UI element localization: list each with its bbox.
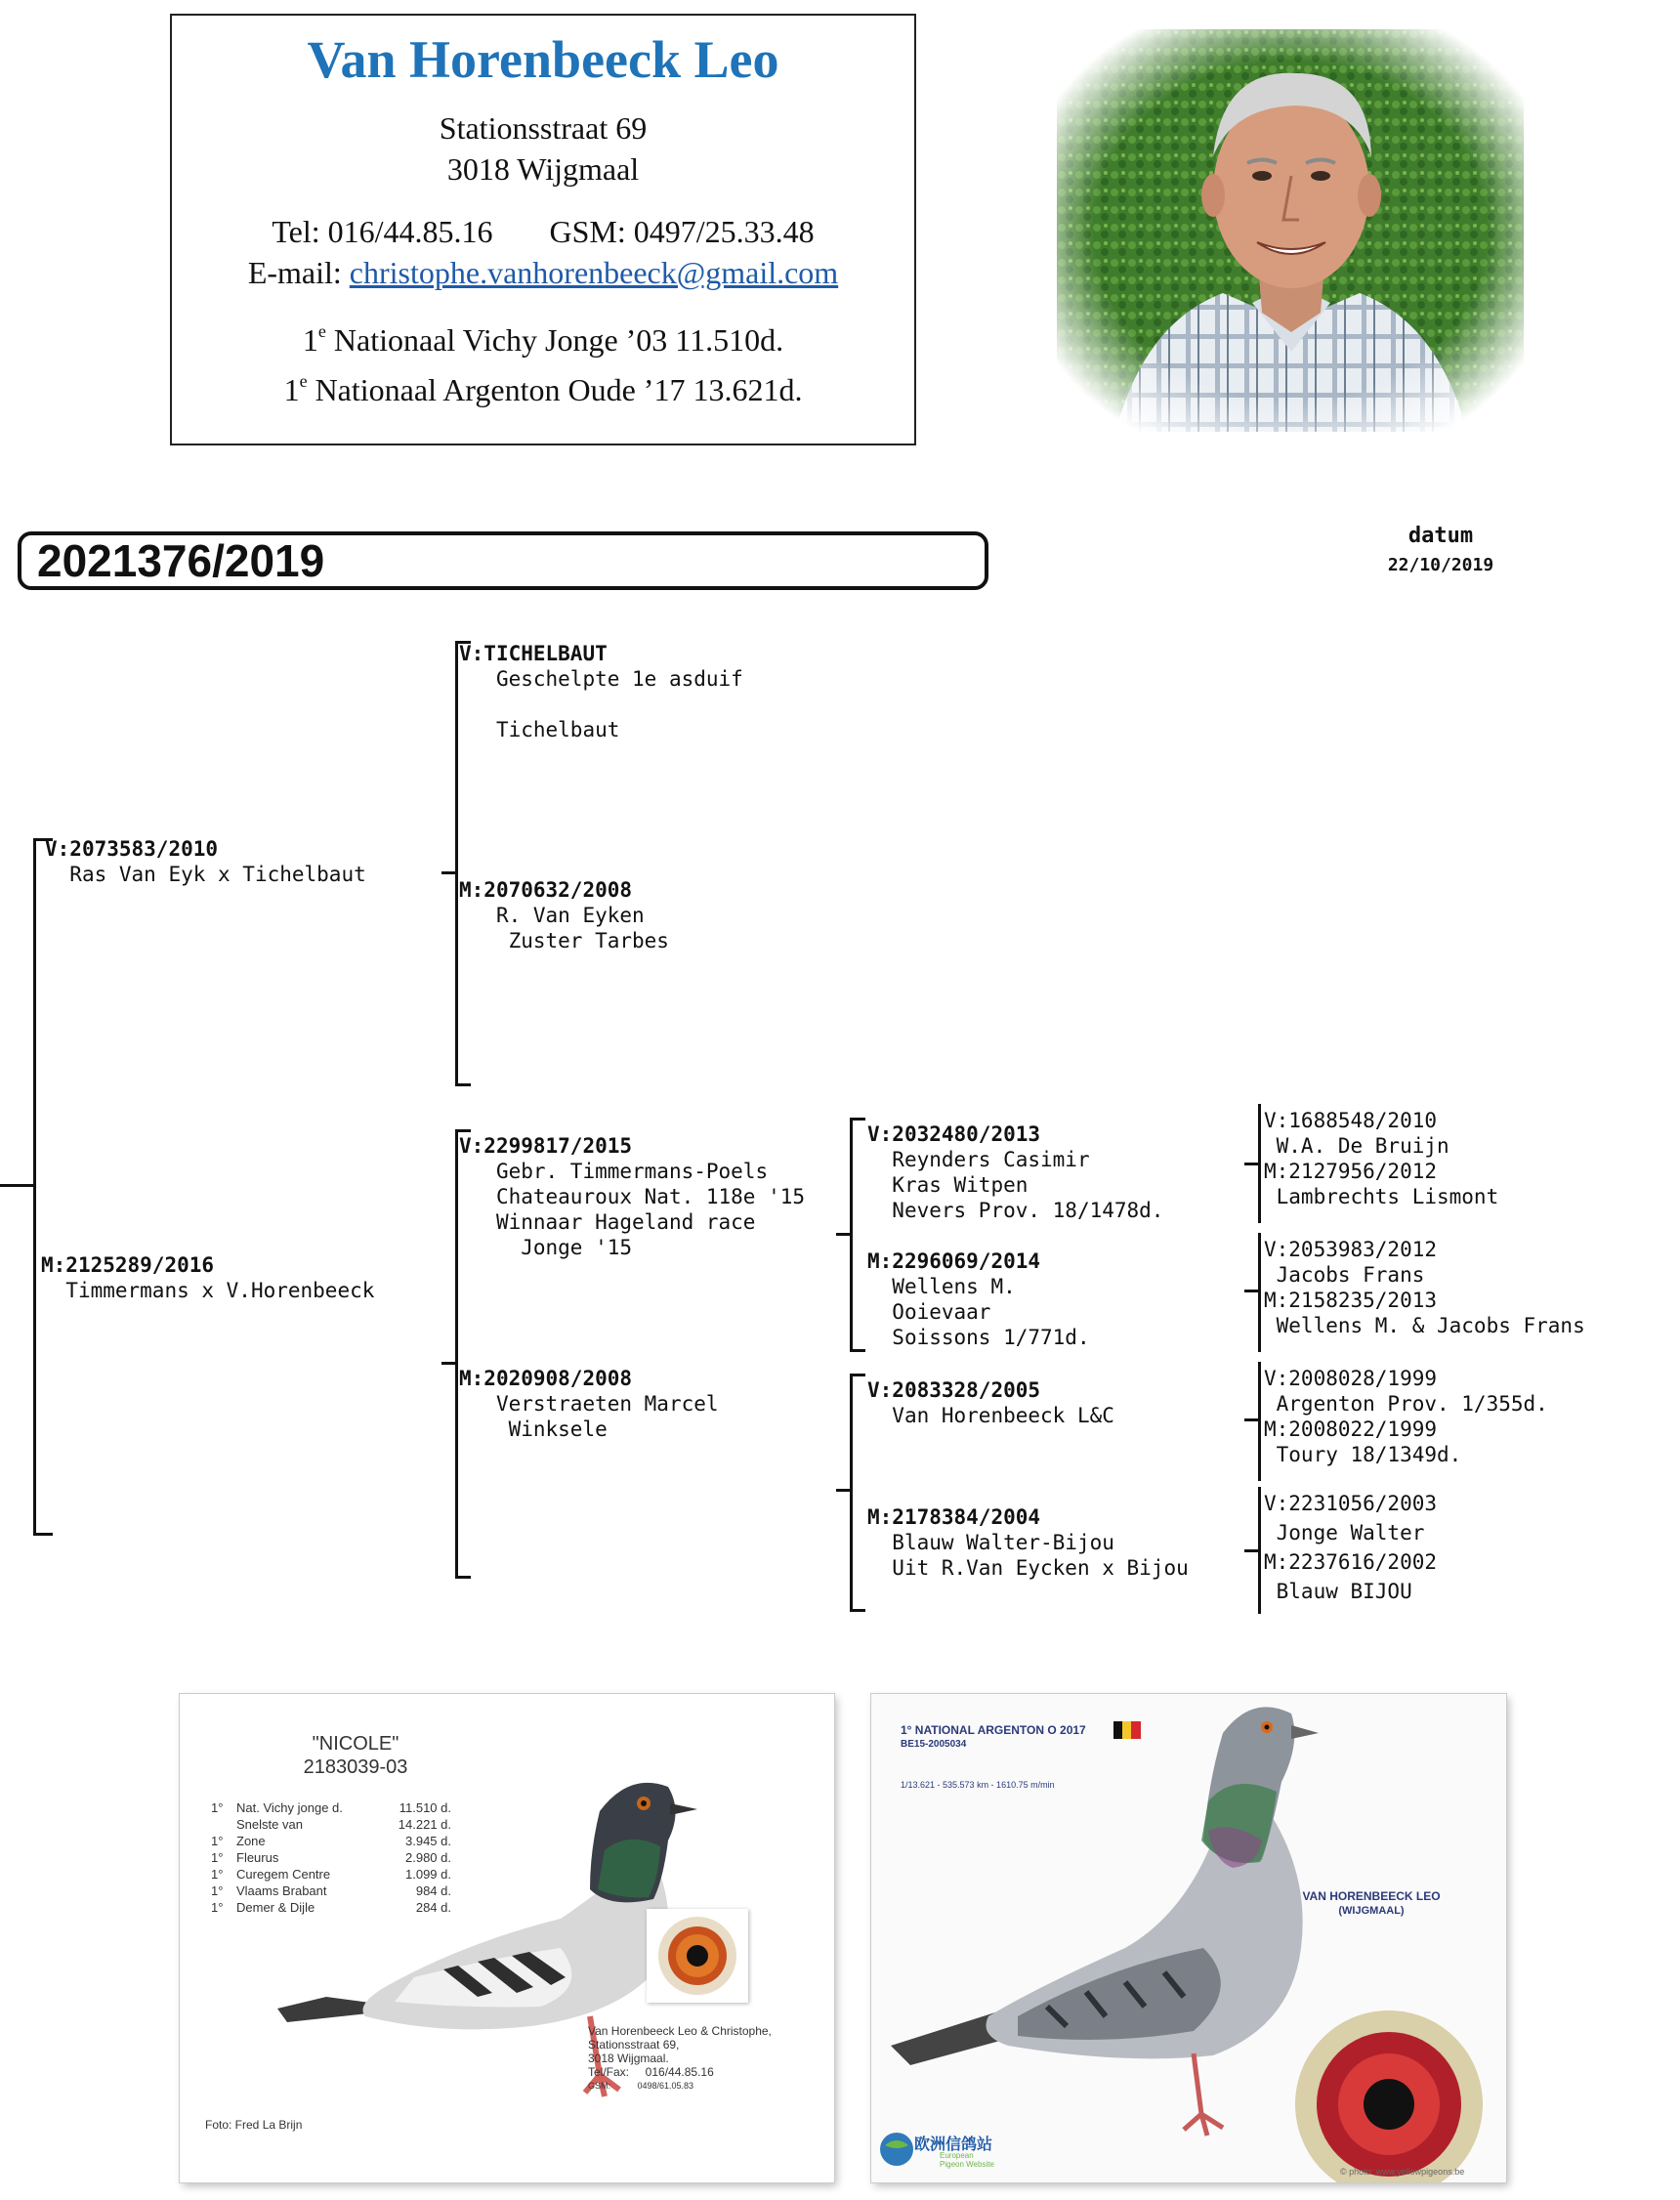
result-row: 1° Nat. Vichy jonge d. 11.510 d. <box>211 1800 451 1815</box>
pedigree-line <box>1258 1362 1261 1481</box>
ring-number-box <box>18 531 988 590</box>
card-contact: Van Horenbeeck Leo & Christophe, Stationsstraat 69, 3018 Wijgmaal. Tel/Fax: 016/44.85.16 GSM: 0498/61.05.83 <box>588 2024 772 2091</box>
email-line <box>172 252 914 293</box>
pedigree-g4-group: V:2231056/2003 Jonge Walter M:2237616/2002 Blauw BIJOU <box>1264 1492 1438 1603</box>
pedigree-sire-dam: M:2070632/2008 R. Van Eyken Zuster Tarbes <box>459 878 669 952</box>
pedigree-ds-sire: V:2032480/2013 Reynders Casimir Kras Witpen Nevers Prov. 18/1478d. <box>867 1122 1164 1222</box>
pedigree-connector <box>441 871 455 874</box>
result-row: 1° Curegem Centre 1.099 d. <box>211 1867 451 1882</box>
address-street: Stationsstraat 69 <box>439 110 648 146</box>
pedigree-connector <box>1244 1290 1258 1292</box>
pedigree-connector <box>1244 1418 1258 1421</box>
card-title: 1° NATIONAL ARGENTON O 2017 <box>901 1723 1086 1737</box>
pedigree-connector <box>1244 1163 1258 1165</box>
address-city: 3018 Wijgmaal <box>446 151 640 187</box>
pedigree-connector <box>1244 1549 1258 1552</box>
email-link[interactable]: christophe.vanhorenbeeck@gmail.com <box>349 255 839 290</box>
pedigree-dam: M:2125289/2016 Timmermans x V.Horenbeeck <box>41 1253 375 1302</box>
card-ring: 2183039-03 <box>303 1756 408 1778</box>
pedigree-dam-dam: M:2020908/2008 Verstraeten Marcel Winksele <box>459 1367 719 1441</box>
card-ring: BE15-2005034 <box>901 1739 967 1750</box>
owner-place: (WIJGMAAL) <box>1338 1905 1405 1917</box>
pedigree-bracket <box>33 838 53 1536</box>
logo-sub: European Pigeon Website <box>940 2151 994 2169</box>
pedigree-bracket <box>850 1374 865 1612</box>
pigeon-argenton-image <box>871 1694 1506 2182</box>
breeder-name: Van Horenbeeck Leo <box>307 30 779 89</box>
result-row: 1° Zone 3.945 d. <box>211 1834 451 1848</box>
pedigree-g4-group: V:2008028/1999 Argenton Prov. 1/355d. M:2008022/1999 Toury 18/1349d. <box>1264 1367 1548 1466</box>
pedigree-root-line <box>0 1184 33 1187</box>
breeder-portrait <box>1057 29 1524 432</box>
pigeon-card-argenton <box>871 1694 1506 2182</box>
pedigree-g4-group: V:1688548/2010 W.A. De Bruijn M:2127956/2012 Lambrechts Lismont <box>1264 1109 1499 1208</box>
gsm: GSM: 0497/25.33.48 <box>549 214 815 249</box>
owner-name: VAN HORENBEECK LEO <box>1302 1889 1441 1903</box>
pigeon-card-nicole <box>180 1694 834 2182</box>
phone-line <box>172 211 914 252</box>
pedigree-g4-group: V:2053983/2012 Jacobs Frans M:2158235/2013 Wellens M. & Jacobs Frans <box>1264 1238 1585 1337</box>
pedigree-ds-dam: M:2296069/2014 Wellens M. Ooievaar Soissons 1/771d. <box>867 1249 1090 1349</box>
pedigree-connector <box>836 1233 850 1236</box>
pedigree-line <box>1258 1233 1261 1352</box>
telephone: Tel: 016/44.85.16 <box>272 214 493 249</box>
pedigree-connector <box>836 1489 850 1492</box>
pedigree-dd-dam: M:2178384/2004 Blauw Walter-Bijou Uit R.Van Eycken x Bijou <box>867 1505 1189 1580</box>
race-stats: 1/13.621 - 535.573 km - 1610.75 m/min <box>901 1780 1055 1790</box>
card-title: "NICOLE" <box>312 1733 399 1755</box>
result-row: 1° Demer & Dijle 284 d. <box>211 1900 451 1915</box>
achievement-item: 1e Nationaal Vichy Jonge ’03 11.510d. <box>302 321 784 358</box>
achievements <box>172 311 914 410</box>
achievement-item: 1e Nationaal Argenton Oude ’17 13.621d. <box>283 371 803 407</box>
result-row: 1° Vlaams Brabant 984 d. <box>211 1883 451 1898</box>
date-label: datum <box>1407 524 1474 548</box>
pedigree-line <box>1258 1487 1261 1614</box>
ring-number: 2021376/2019 <box>37 535 325 586</box>
email-label: E-mail: <box>247 255 350 290</box>
photo-credit: Foto: Fred La Brijn <box>205 2118 303 2132</box>
pedigree-bracket <box>850 1118 865 1352</box>
eye-icon <box>647 1909 748 2003</box>
pedigree-line <box>1258 1104 1261 1223</box>
pedigree-sire-sire: V:TICHELBAUT Geschelpte 1e asduif Tichelbaut <box>459 642 743 741</box>
breeder-card <box>170 14 916 445</box>
date-value: 22/10/2019 <box>1387 555 1494 575</box>
photo-credit: © photo: www.yellowpigeons.be <box>1340 2167 1465 2177</box>
pedigree-dam-sire: V:2299817/2015 Gebr. Timmermans-Poels Chateauroux Nat. 118e '15 Winnaar Hageland race Jonge '15 <box>459 1134 806 1259</box>
globe-icon <box>877 2130 916 2169</box>
logo-text: 欧洲信鸽站 <box>914 2135 993 2153</box>
portrait-image <box>1057 29 1524 432</box>
pedigree-dd-sire: V:2083328/2005 Van Horenbeeck L&C <box>867 1378 1114 1427</box>
result-row: Snelste van 14.221 d. <box>236 1817 451 1832</box>
eye-photo <box>647 1909 748 2003</box>
pedigree-connector <box>441 1362 455 1365</box>
result-row: 1° Fleurus 2.980 d. <box>211 1850 451 1865</box>
site-logo <box>877 2124 1072 2173</box>
pedigree-sire: V:2073583/2010 Ras Van Eyk x Tichelbaut <box>45 837 366 886</box>
